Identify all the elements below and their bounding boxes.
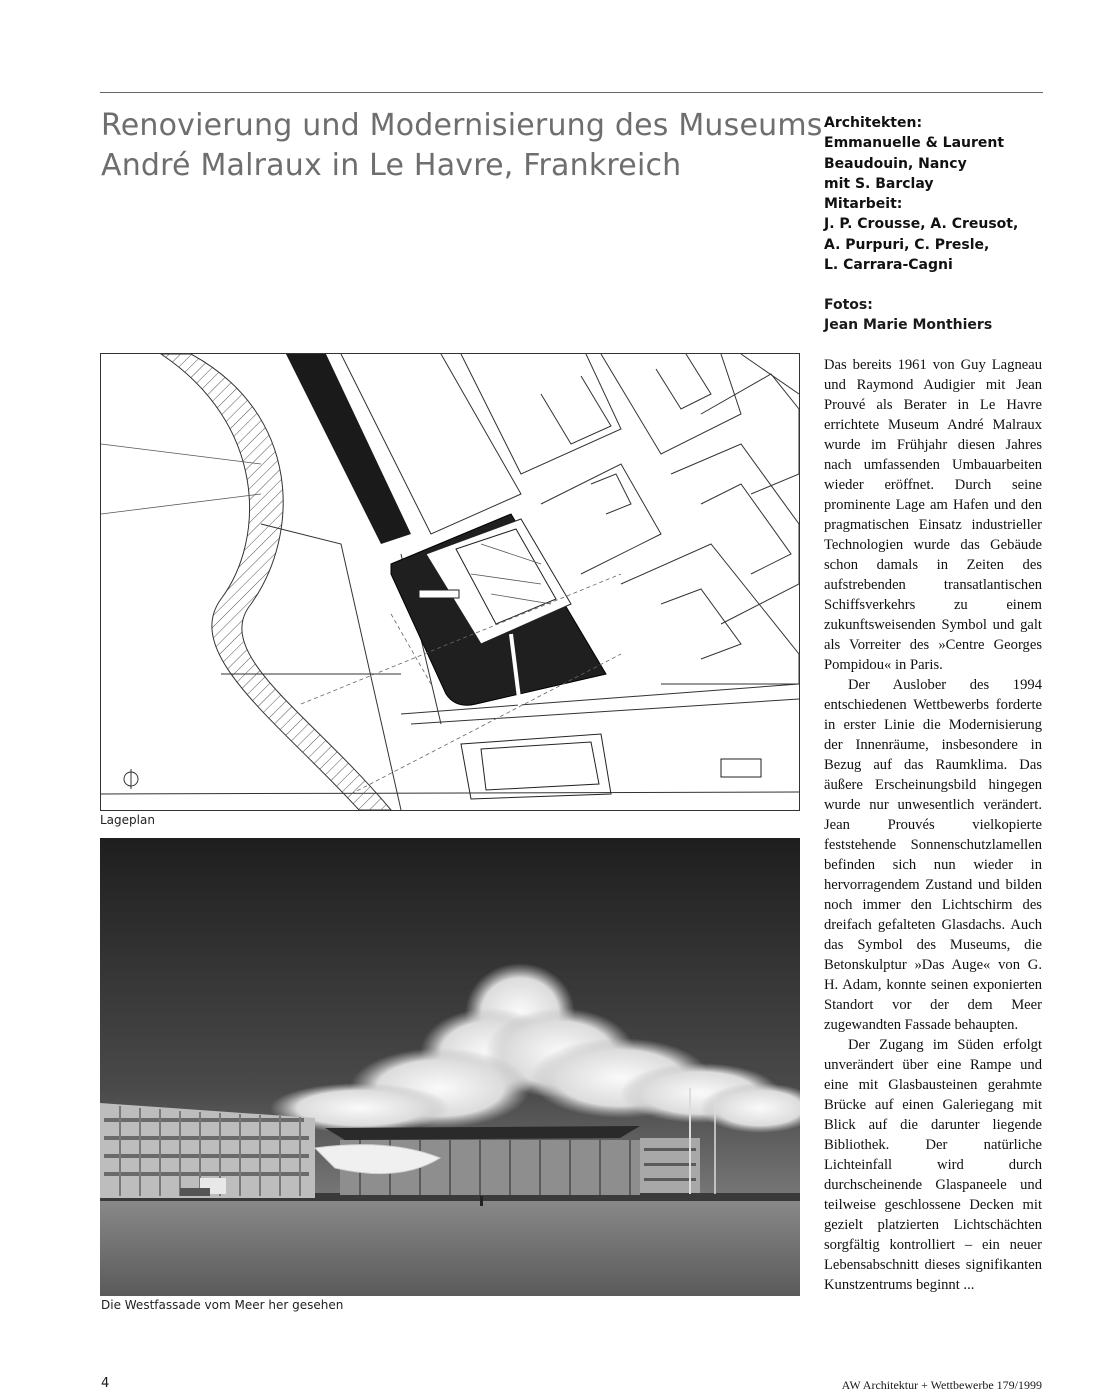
collaborator-line: A. Purpuri, C. Presle, xyxy=(824,236,990,253)
west-facade-photo xyxy=(100,838,800,1296)
article-paragraph: Der Auslober des 1994 entschiedenen Wettbewerbs forderte in erster Linie die Modernisierung der Innenräume, insbesondere in Bezug auf das Raumklima. Das äußere Erscheinungsbild hingegen wurde nur unwesentlich verändert. Jean Prouvés vielkopierte feststehende Sonnenschutzlamellen befinden sich nun wieder in hervorragendem Zustand und bilden noch immer den Lichtschirm des dreifach gefalteten Glasdachs. Auch das Symbol des Museums, die Betonskulptur »Das Auge« von G. H. Adam, konnte seinen exponierten Standort vor der dem Meer zugewandten Fassade behaupten. xyxy=(824,677,1042,1033)
architect-line: Beaudouin, Nancy xyxy=(824,155,967,172)
article-title-line-1: Renovierung und Modernisierung des Museums xyxy=(101,108,823,143)
photographer-name: Jean Marie Monthiers xyxy=(824,317,993,334)
site-plan-figure xyxy=(100,353,800,811)
photos-label: Fotos: xyxy=(824,297,873,313)
architect-line: mit S. Barclay xyxy=(824,175,934,192)
article-paragraph: Das bereits 1961 von Guy Lagneau und Raymond Audigier mit Jean Prouvé als Berater in Le Havre errichtete Museum André Malraux wurde im Frühjahr diesen Jahres nach umfassenden Umbauarbeiten wieder eröffnet. Durch seine prominente Lage am Hafen und den pragmatischen Einsatz industrieller Technologien wurde das Gebäude schon damals in Zeiten des aufstrebenden transatlantischen Schiffsverkehrs zu einem zukunftsweisenden Symbol und galt als Vorreiter des »Centre Georges Pompidou« in Paris. xyxy=(824,357,1042,673)
architect-line: Emmanuelle & Laurent xyxy=(824,135,1005,152)
article-title xyxy=(101,106,823,186)
article-paragraph: Der Zugang im Süden erfolgt unverändert über eine Rampe und eine mit Glasbausteinen gerahmte Brücke auf einen Galeriegang mit Blick auf die darunter liegende Bibliothek. Der natürliche Lichteinfall wird durch durchscheinende Glaspaneele und teilweise geschlossene Decken mit gezielt platzierten Lichtschächten sorgfältig kontrolliert – ein neuer Lebensabschnitt dieses signifikanten Kunstzentrums beginnt ... xyxy=(824,1037,1042,1293)
article-title-line-2: André Malraux in Le Havre, Frankreich xyxy=(101,148,682,183)
collaboration-label: Mitarbeit: xyxy=(824,196,903,213)
collaborator-line: J. P. Crousse, A. Creusot, xyxy=(824,216,1019,233)
photo-credit xyxy=(824,295,1054,336)
west-facade-image xyxy=(100,838,800,1296)
page-number: 4 xyxy=(101,1376,110,1391)
photo-caption: Die Westfassade vom Meer her gesehen xyxy=(101,1298,344,1312)
site-plan-drawing xyxy=(101,354,799,810)
collaborator-line: L. Carrara-Cagni xyxy=(824,257,953,274)
credits-block xyxy=(824,113,1054,275)
article-body xyxy=(824,355,1042,1295)
site-plan-caption: Lageplan xyxy=(100,813,155,827)
header-rule xyxy=(100,92,1043,93)
journal-reference: AW Architektur + Wettbewerbe 179/1999 xyxy=(841,1378,1042,1392)
architects-label: Architekten: xyxy=(824,115,923,131)
